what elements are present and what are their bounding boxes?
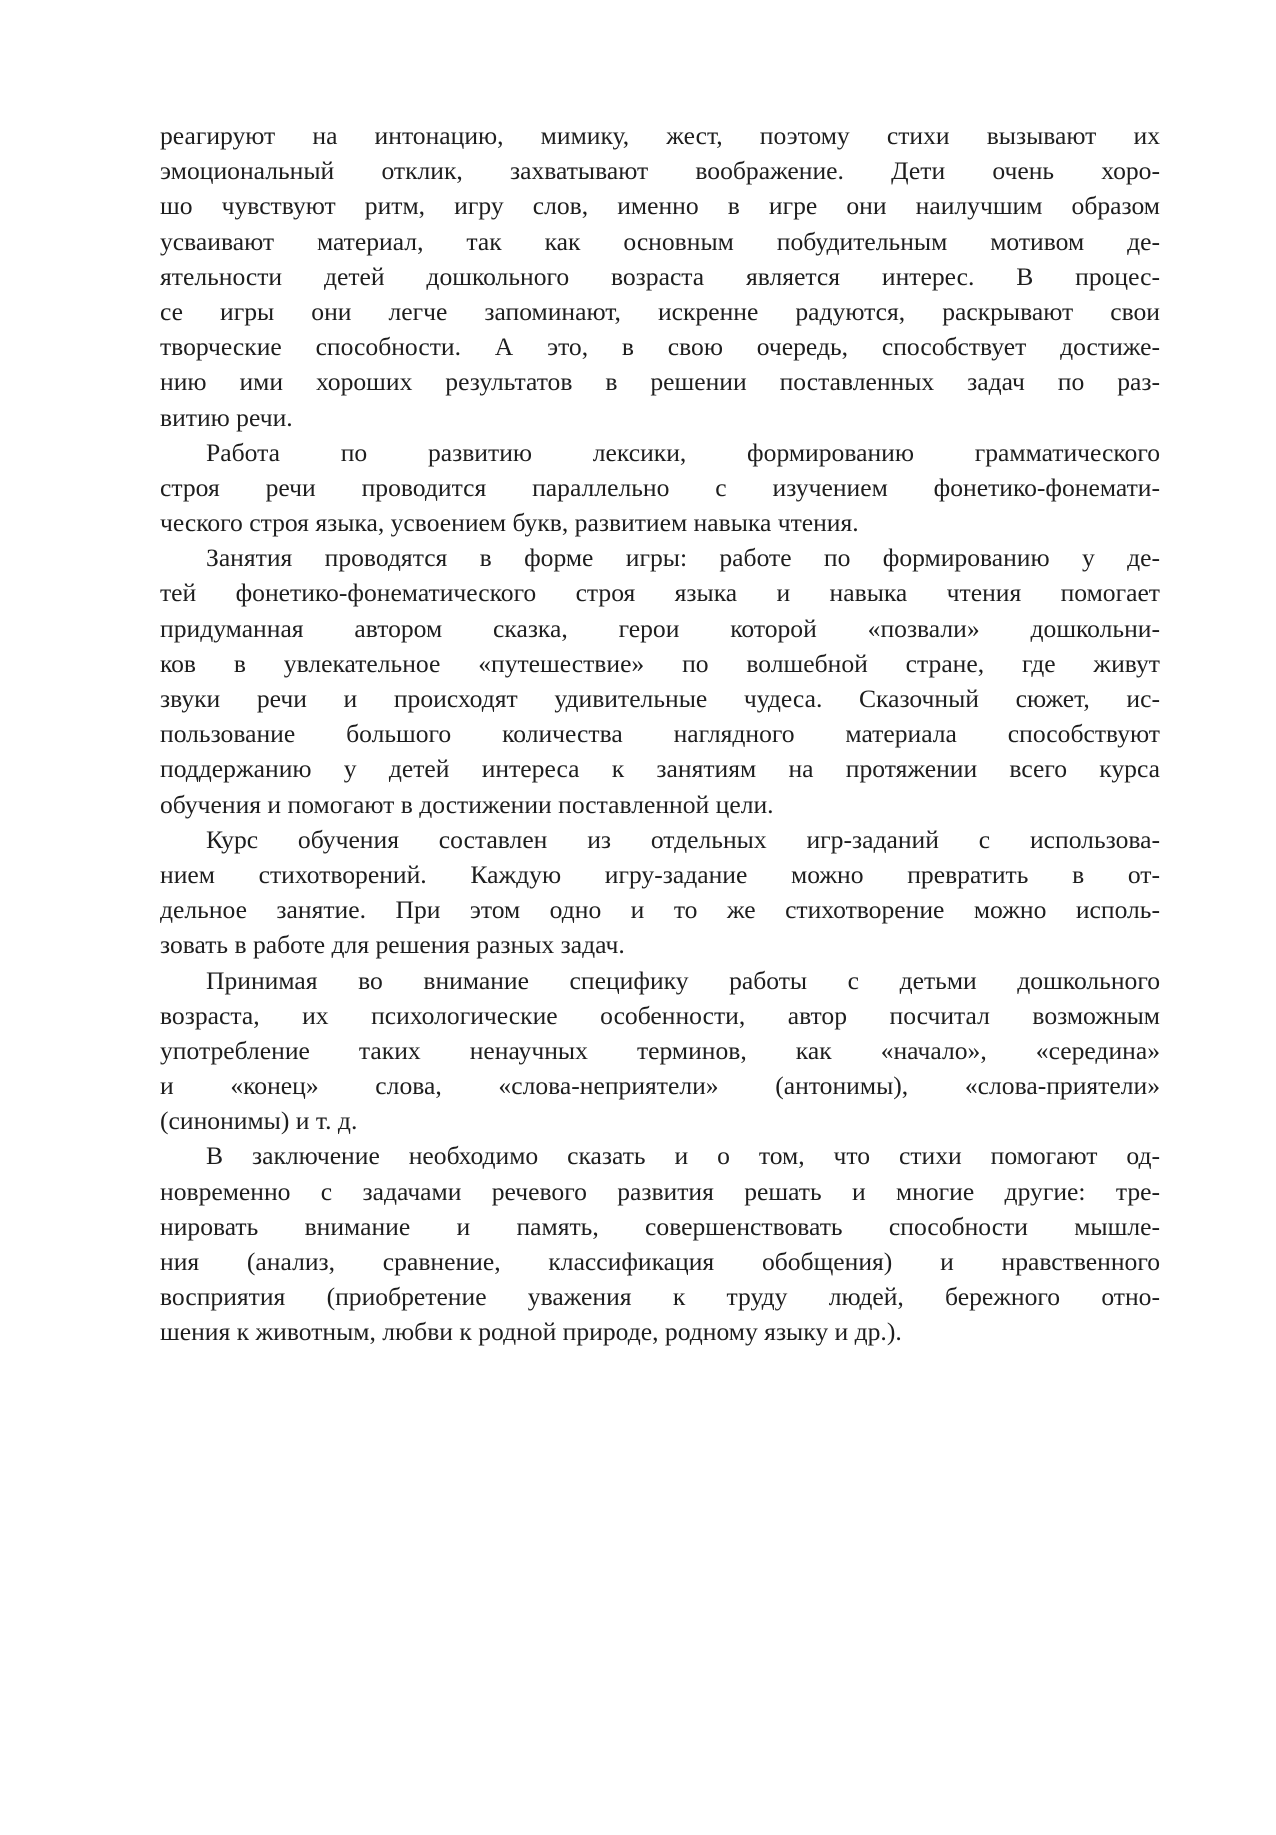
text-line: Работа по развитию лексики, формированию грамматического (206, 437, 1160, 467)
text-line: Курс обучения составлен из отдельных игр-заданий с использова- (206, 824, 1160, 854)
text-line: и «конец» слова, «слова-неприятели» (антонимы), «слова-приятели» (160, 1071, 1160, 1101)
text-line: тей фонетико-фонематического строя языка и навыка чтения помогает (160, 578, 1160, 608)
text-line: нием стихотворений. Каждую игру-задание можно превратить в от- (160, 859, 1160, 889)
text-line: ния (анализ, сравнение, классификация обобщения) и нравственного (160, 1247, 1160, 1276)
paragraph (160, 1138, 1160, 1349)
text-line: (синонимы) и т. д. (160, 1106, 358, 1136)
text-line: шо чувствуют ритм, игру слов, именно в игре они наилучшим образом (160, 191, 1160, 221)
text-line: новременно с задачами речевого развития решать и многие другие: тре- (160, 1176, 1160, 1206)
paragraph (160, 118, 1160, 435)
text-line: эмоциональный отклик, захватывают воображение. Дети очень хоро- (160, 156, 1160, 186)
paragraph (160, 540, 1160, 822)
text-line: поддержанию у детей интереса к занятиям на протяжении всего курса (160, 754, 1160, 784)
text-line: В заключение необходимо сказать и о том, что стихи помогают од- (206, 1141, 1160, 1171)
text-line: употребление таких ненаучных терминов, как «начало», «середина» (160, 1035, 1160, 1065)
paragraph (160, 822, 1160, 963)
text-line: ческого строя языка, усвоением букв, развитием навыка чтения. (160, 508, 859, 538)
text-line: придуманная автором сказка, герои которой «позвали» дошкольни- (160, 613, 1160, 643)
text-line: строя речи проводится параллельно с изучением фонетико-фонемати- (160, 472, 1160, 502)
text-line: восприятия (приобретение уважения к труду людей, бережного отно- (160, 1282, 1160, 1312)
text-line: Принимая во внимание специфику работы с детьми дошкольного (206, 965, 1160, 995)
page-body (160, 118, 1160, 1350)
text-line: реагируют на интонацию, мимику, жест, поэтому стихи вызывают их (160, 121, 1160, 150)
paragraph (160, 435, 1160, 541)
text-line: обучения и помогают в достижении поставленной цели. (160, 789, 774, 819)
text-line: пользование большого количества наглядного материала способствуют (160, 719, 1160, 749)
text-line: дельное занятие. При этом одно и то же стихотворение можно исполь- (160, 895, 1160, 925)
text-line: шения к животным, любви к родной природе, родному языку и др.). (160, 1317, 902, 1347)
text-line: Занятия проводятся в форме игры: работе по формированию у де- (206, 543, 1160, 573)
text-line: звуки речи и происходят удивительные чудеса. Сказочный сюжет, ис- (160, 684, 1160, 713)
text-line: возраста, их психологические особенности, автор посчитал возможным (160, 1000, 1160, 1030)
text-line: нировать внимание и память, совершенствовать способности мышле- (160, 1211, 1160, 1241)
text-line: зовать в работе для решения разных задач. (160, 930, 625, 960)
text-line: се игры они легче запоминают, искренне радуются, раскрывают свои (160, 296, 1160, 326)
text-line: ков в увлекательное «путешествие» по волшебной стране, где живут (160, 648, 1160, 678)
text-line: витию речи. (160, 402, 293, 432)
text-line: усваивают материал, так как основным побудительным мотивом де- (160, 226, 1160, 256)
text-line: нию ими хороших результатов в решении поставленных задач по раз- (160, 367, 1160, 397)
paragraph (160, 963, 1160, 1139)
text-line: творческие способности. А это, в свою очередь, способствует достиже- (160, 332, 1160, 362)
text-line: ятельности детей дошкольного возраста является интерес. В процес- (160, 261, 1160, 291)
